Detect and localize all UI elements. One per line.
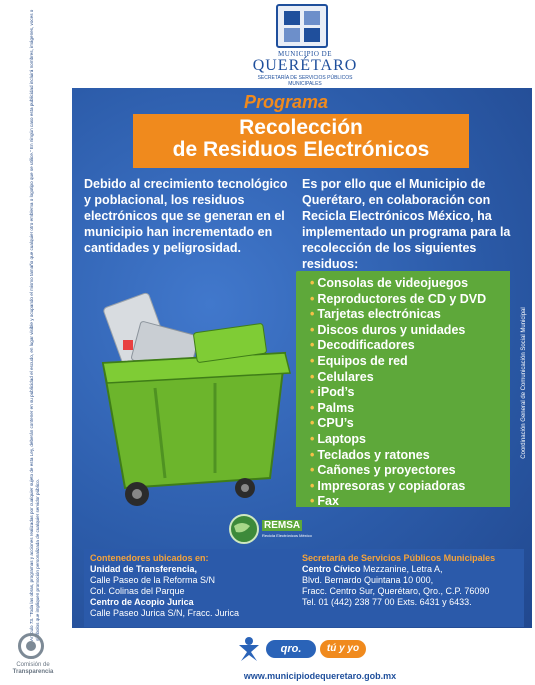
containers-info: [90, 553, 290, 619]
municipality-subtitle: SECRETARÍA DE SERVICIOS PÚBLICOS MUNICIPALES: [257, 75, 353, 87]
remsa-logo-text: REMSA: [264, 520, 301, 531]
list-item: • Cañones y proyectores: [310, 463, 456, 478]
list-item: • Equipos de red: [310, 353, 408, 368]
remsa-logo-subtitle: Recicla Electrónicos México: [262, 533, 312, 538]
person-logo-icon: [236, 636, 262, 662]
container-address-1b: Col. Colinas del Parque: [90, 586, 185, 596]
municipal-crest-icon: [276, 4, 328, 48]
list-item: • Tarjetas electrónicas: [310, 307, 441, 322]
legal-strip: [0, 0, 72, 685]
list-item: • Celulares: [310, 369, 374, 384]
municipality-name: QUERÉTARO: [252, 57, 358, 74]
list-item: • Discos duros y unidades: [310, 322, 466, 337]
secretariat-info: [302, 553, 527, 608]
list-item: • Laptops: [310, 431, 366, 446]
container-address-2: Calle Paseo Jurica S/N, Fracc. Jurica: [90, 608, 240, 618]
secretariat-place-detail: Mezzanine, Letra A,: [360, 564, 443, 574]
transparency-label: Comisión de Transparencia: [12, 662, 54, 675]
program-label: Programa: [244, 92, 329, 112]
list-item: • iPod’s: [310, 385, 355, 400]
secretariat-phone: Tel. 01 (442) 238 77 00 Exts. 6431 y 6433.: [302, 597, 472, 607]
list-item: • Consolas de videojuegos: [310, 276, 469, 290]
container-place-1: Unidad de Transferencia,: [90, 564, 198, 574]
qro-logo: qro.: [266, 640, 316, 658]
container-place-2: Centro de Acopio Jurica: [90, 597, 194, 607]
list-item: • Reproductores de CD y DVD: [310, 291, 487, 306]
intro-left-paragraph: Debido al crecimiento tecnológico y poblacional, los residuos electrónicos que se generan en el municipio han incrementado en cantidades y peligrosidad.: [84, 177, 288, 255]
title-line-2: de Residuos Electrónicos: [172, 138, 430, 161]
list-item: • CPU’s: [310, 416, 354, 431]
list-item: • Palms: [310, 400, 355, 415]
secretariat-address-2: Fracc. Centro Sur, Querétaro, Qro., C.P. 76090: [302, 586, 490, 596]
container-address-1a: Calle Paseo de la Reforma S/N: [90, 575, 216, 585]
legal-notice: Artículo 73. "Toda las obras, programas y acciones realizadas por cualquier sujeto de esta Ley, deberán contener en su publicidad el escudo, en lugar visible y ocupando el mismo tamaño que cualquier otro emblema o logotipo que se utilice." En ningún caso esta publicidad incluirá nombres, imágenes, voces o símbolos que impliquen promoción personalizada de cualquier servidor público.: [29, 9, 40, 641]
list-item: • Impresoras y copiadoras: [310, 478, 466, 493]
secretariat-heading: Secretaría de Servicios Públicos Municipales: [302, 553, 496, 563]
list-item: • Fax: [310, 494, 339, 509]
secretariat-address-1: Blvd. Bernardo Quintana 10 000,: [302, 575, 434, 585]
coordination-text: Coordinación General de Comunicación Social Municipal: [521, 307, 527, 459]
tu-y-yo-logo: tú y yo: [320, 640, 366, 658]
recycle-bin-illustration: [95, 288, 295, 518]
title-line-1: Recolección: [239, 116, 363, 139]
municipality-prefix: MUNICIPIO DE: [277, 50, 333, 58]
list-item: • Decodificadores: [310, 338, 415, 353]
intro-right-paragraph: Es por ello que el Municipio de Querétaro, en colaboración con Recicla Electrónicos México, ha implementado un programa para la recolección de los siguientes residuos:: [302, 177, 511, 271]
secretariat-place: Centro Cívico: [302, 564, 361, 574]
website-link[interactable]: www.municipiodequeretaro.gob.mx: [243, 671, 397, 681]
containers-heading: Contenedores ubicados en:: [90, 553, 209, 563]
residuos-list: [310, 276, 510, 510]
list-item: • Teclados y ratones: [310, 447, 430, 462]
coordination-credit: [514, 268, 528, 508]
